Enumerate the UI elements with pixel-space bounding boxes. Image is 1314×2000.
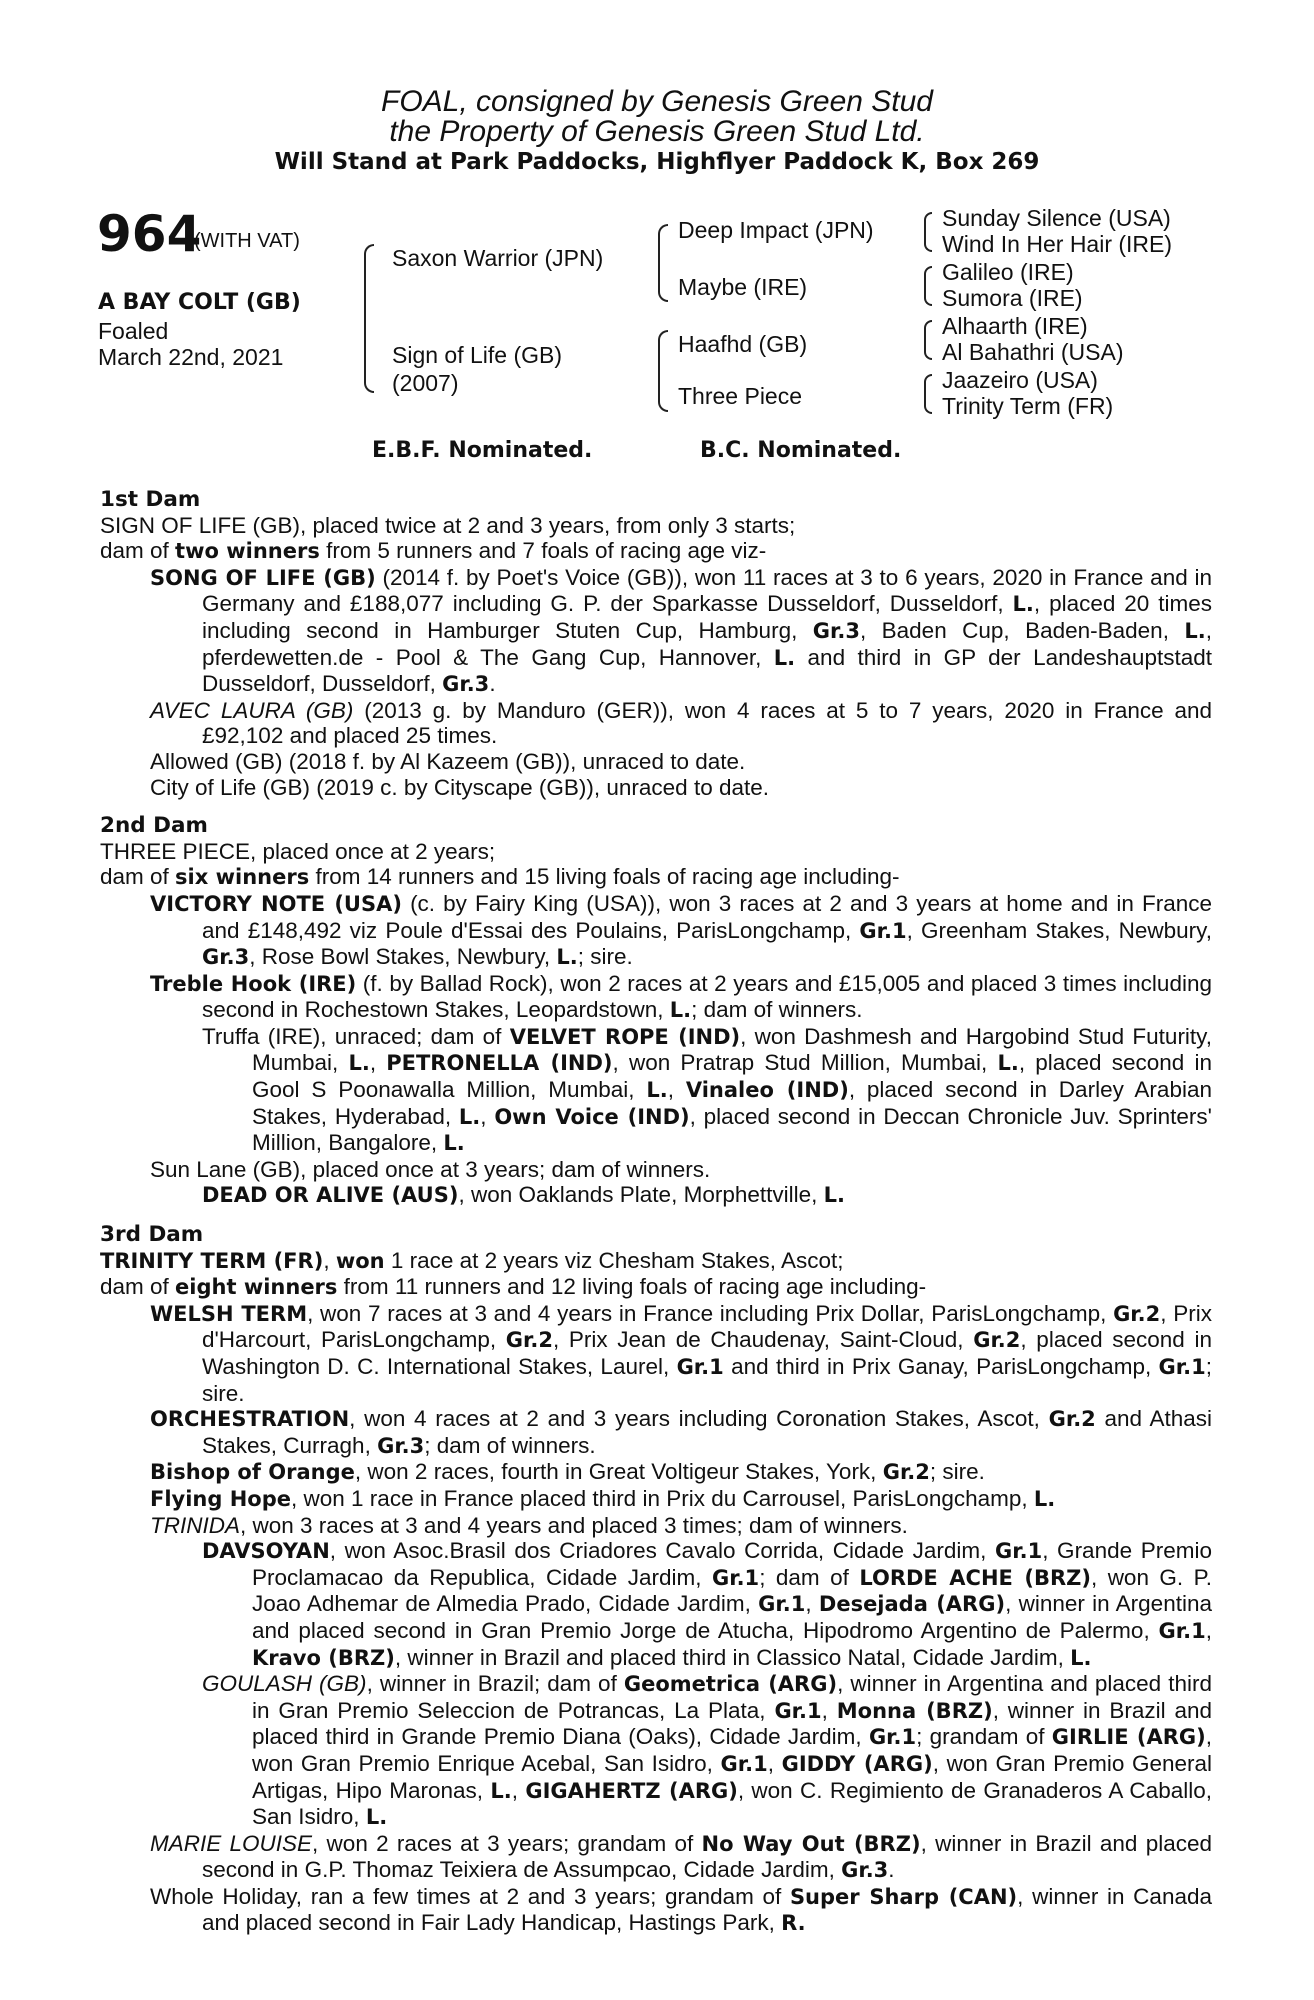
grandsire-4: Sumora (IRE) (942, 285, 1083, 311)
vat-note: (WITH VAT) (194, 230, 300, 252)
consignor-line: FOAL, consigned by Genesis Green Stud (381, 85, 933, 118)
sire-sire: Deep Impact (JPN) (678, 217, 874, 243)
entry-truffa: Truffa (IRE), unraced; dam of VELVET ROPE (IND), won Dashmesh and Hargobind Stud Futurity, Mumbai, L., PETRONELLA (IND), won Pratrap Stud Million, Mumbai, L., placed second in Gool S Poonawalla Million, Mumbai, L., Vinaleo (IND), placed second in Darley Arabian Stakes, Hyderabad, L., Own Voice (IND), placed second in Deccan Chronicle Juv. Sprinters' Million, Bangalore, L. (202, 1023, 1213, 1156)
first-dam-summary: SIGN OF LIFE (GB), placed twice at 2 and 3 years, from only 3 starts; (100, 512, 796, 538)
sire-dam: Maybe (IRE) (678, 274, 808, 300)
third-dam-heading: 3rd Dam (100, 1222, 204, 1248)
entry-song-of-life: SONG OF LIFE (GB) (2014 f. by Poet's Voice (GB)), won 11 races at 3 to 6 years, 2020 in France and in Germany and £188,077 including G. P. der Sparkasse Dusseldorf, Dusseldorf, L., placed 20 times including second in Hamburger Stuten Cup, Hamburg, Gr.3, Baden Cup, Baden-Baden, L., pferdewetten.de - Pool & The Gang Cup, Hannover, L. and third in GP der Landeshauptstadt Dusseldorf, Dusseldorf, Gr.3. (150, 564, 1213, 697)
dam-year: (2007) (392, 370, 459, 396)
dam-dam: Three Piece (678, 383, 803, 409)
produce-record (100, 486, 1212, 1937)
third-dam-produce: dam of eight winners from 11 runners and 12 living foals of racing age including- (100, 1274, 927, 1300)
second-dam-produce: dam of six winners from 14 runners and 15 living foals of racing age including- (100, 864, 900, 890)
third-dam-summary: TRINITY TERM (FR), won 1 race at 2 years viz Chesham Stakes, Ascot; (100, 1247, 844, 1273)
first-dam-heading: 1st Dam (100, 487, 201, 512)
entry-goulash: GOULASH (GB), winner in Brazil; dam of Geometrica (ARG), winner in Argentina and placed third in Gran Premio Seleccion de Potrancas, La Plata, Gr.1, Monna (BRZ), winner in Brazil and placed third in Grande Premio Diana (Oaks), Cidade Jardim, Gr.1; grandam of GIRLIE (ARG), won Gran Premio Enrique Acebal, San Isidro, Gr.1, GIDDY (ARG), won Gran Premio General Artigas, Hipo Maronas, L., GIGAHERTZ (ARG), won C. Regimiento de Granaderos A Caballo, San Isidro, L. (202, 1671, 1212, 1830)
entry-trinida: TRINIDA, won 3 races at 3 and 4 years and placed 3 times; dam of winners. (150, 1512, 908, 1538)
sire-name: Saxon Warrior (JPN) (392, 245, 604, 271)
pedigree-bracket-g4 (924, 374, 932, 414)
grandsire-8: Trinity Term (FR) (942, 393, 1114, 419)
pedigree-bracket-g3 (924, 320, 932, 360)
entry-flying-hope: Flying Hope, won 1 race in France placed third in Prix du Carrousel, ParisLongchamp, L. (150, 1485, 1056, 1511)
dam-sire: Haafhd (GB) (678, 331, 808, 357)
bc-nomination: B.C. Nominated. (700, 438, 902, 463)
grandsire-2: Wind In Her Hair (IRE) (942, 231, 1173, 257)
entry-bishop-of-orange: Bishop of Orange, won 2 races, fourth in Great Voltigeur Stakes, York, Gr.2; sire. (150, 1459, 985, 1485)
pedigree-bracket-g2 (924, 266, 932, 306)
pedigree-bracket-g1 (924, 212, 932, 252)
grandsire-7: Jaazeiro (USA) (942, 367, 1098, 393)
entry-city-of-life: City of Life (GB) (2019 c. by Cityscape (GB)), unraced to date. (150, 774, 770, 800)
pedigree-bracket-dam (658, 330, 668, 412)
entry-marie-louise: MARIE LOUISE, won 2 races at 3 years; grandam of No Way Out (BRZ), winner in Brazil and placed second in G.P. Thomaz Teixiera de Assumpcao, Cidade Jardim, Gr.3. (150, 1830, 1212, 1883)
entry-dead-or-alive: DEAD OR ALIVE (AUS), won Oaklands Plate, Morphettville, L. (202, 1182, 845, 1208)
foaled-date: March 22nd, 2021 (98, 344, 284, 370)
lot-description: A BAY COLT (GB) (98, 290, 301, 315)
second-dam-summary: THREE PIECE, placed once at 2 years; (100, 838, 496, 864)
ebf-nomination: E.B.F. Nominated. (372, 438, 593, 463)
entry-welsh-term: WELSH TERM, won 7 races at 3 and 4 years in France including Prix Dollar, ParisLongchamp, Gr.2, Prix d'Harcourt, ParisLongchamp, Gr.2, Prix Jean de Chaudenay, Saint-Cloud, Gr.2, placed second in Washington D. C. International Stakes, Laurel, Gr.1 and third in Prix Ganay, ParisLongchamp, Gr.1; sire. (150, 1300, 1212, 1406)
entry-allowed: Allowed (GB) (2018 f. by Al Kazeem (GB)), unraced to date. (150, 748, 746, 774)
foaled-label: Foaled (98, 318, 169, 344)
grandsire-3: Galileo (IRE) (942, 259, 1074, 285)
grandsire-6: Al Bahathri (USA) (942, 339, 1124, 365)
entry-sun-lane: Sun Lane (GB), placed once at 3 years; dam of winners. (150, 1156, 711, 1182)
entry-davsoyan: DAVSOYAN, won Asoc.Brasil dos Criadores Cavalo Corrida, Cidade Jardim, Gr.1, Grande Premio Proclamacao da Republica, Cidade Jardim, Gr.1; dam of LORDE ACHE (BRZ), won G. P. Joao Adhemar de Almedia Prado, Cidade Jardim, Gr.1, Desejada (ARG), winner in Argentina and placed second in Gran Premio Jorge de Atucha, Hipodromo Argentino de Palermo, Gr.1, Kravo (BRZ), winner in Brazil and placed third in Classico Natal, Cidade Jardim, L. (202, 1538, 1212, 1670)
entry-treble-hook: Treble Hook (IRE) (f. by Ballad Rock), won 2 races at 2 years and £15,005 and placed 3 times including second in Rochestown Stakes, Leopardstown, L.; dam of winners. (150, 970, 1212, 1023)
pedigree-bracket-main (364, 244, 374, 393)
entry-victory-note: VICTORY NOTE (USA) (c. by Fairy King (USA)), won 3 races at 2 and 3 years at home and in France and £148,492 viz Poule d'Essai des Poulains, ParisLongchamp, Gr.1, Greenham Stakes, Newbury, Gr.3, Rose Bowl Stakes, Newbury, L.; sire. (150, 890, 1212, 970)
entry-avec-laura: AVEC LAURA (GB) (2013 g. by Manduro (GER)), won 4 races at 5 to 7 years, 2020 in France and £92,102 and placed 25 times. (150, 697, 1213, 749)
property-line: the Property of Genesis Green Stud Ltd. (389, 115, 925, 148)
second-dam-heading: 2nd Dam (100, 813, 208, 839)
first-dam-produce: dam of two winners from 5 runners and 7 foals of racing age viz- (100, 538, 767, 564)
dam-name: Sign of Life (GB) (392, 342, 563, 368)
grandsire-5: Alhaarth (IRE) (942, 313, 1088, 339)
pedigree-bracket-sire (658, 224, 668, 302)
entry-orchestration: ORCHESTRATION, won 4 races at 2 and 3 years including Coronation Stakes, Ascot, Gr.2 and Athasi Stakes, Curragh, Gr.3; dam of winners. (150, 1406, 1212, 1458)
entry-whole-holiday: Whole Holiday, ran a few times at 2 and 3 years; grandam of Super Sharp (CAN), winner in Canada and placed second in Fair Lady Handicap, Hastings Park, R. (150, 1883, 1212, 1936)
stabling-line: Will Stand at Park Paddocks, Highflyer Paddock K, Box 269 (274, 149, 1040, 175)
grandsire-1: Sunday Silence (USA) (942, 205, 1171, 231)
lot-number: 964 (97, 205, 202, 263)
